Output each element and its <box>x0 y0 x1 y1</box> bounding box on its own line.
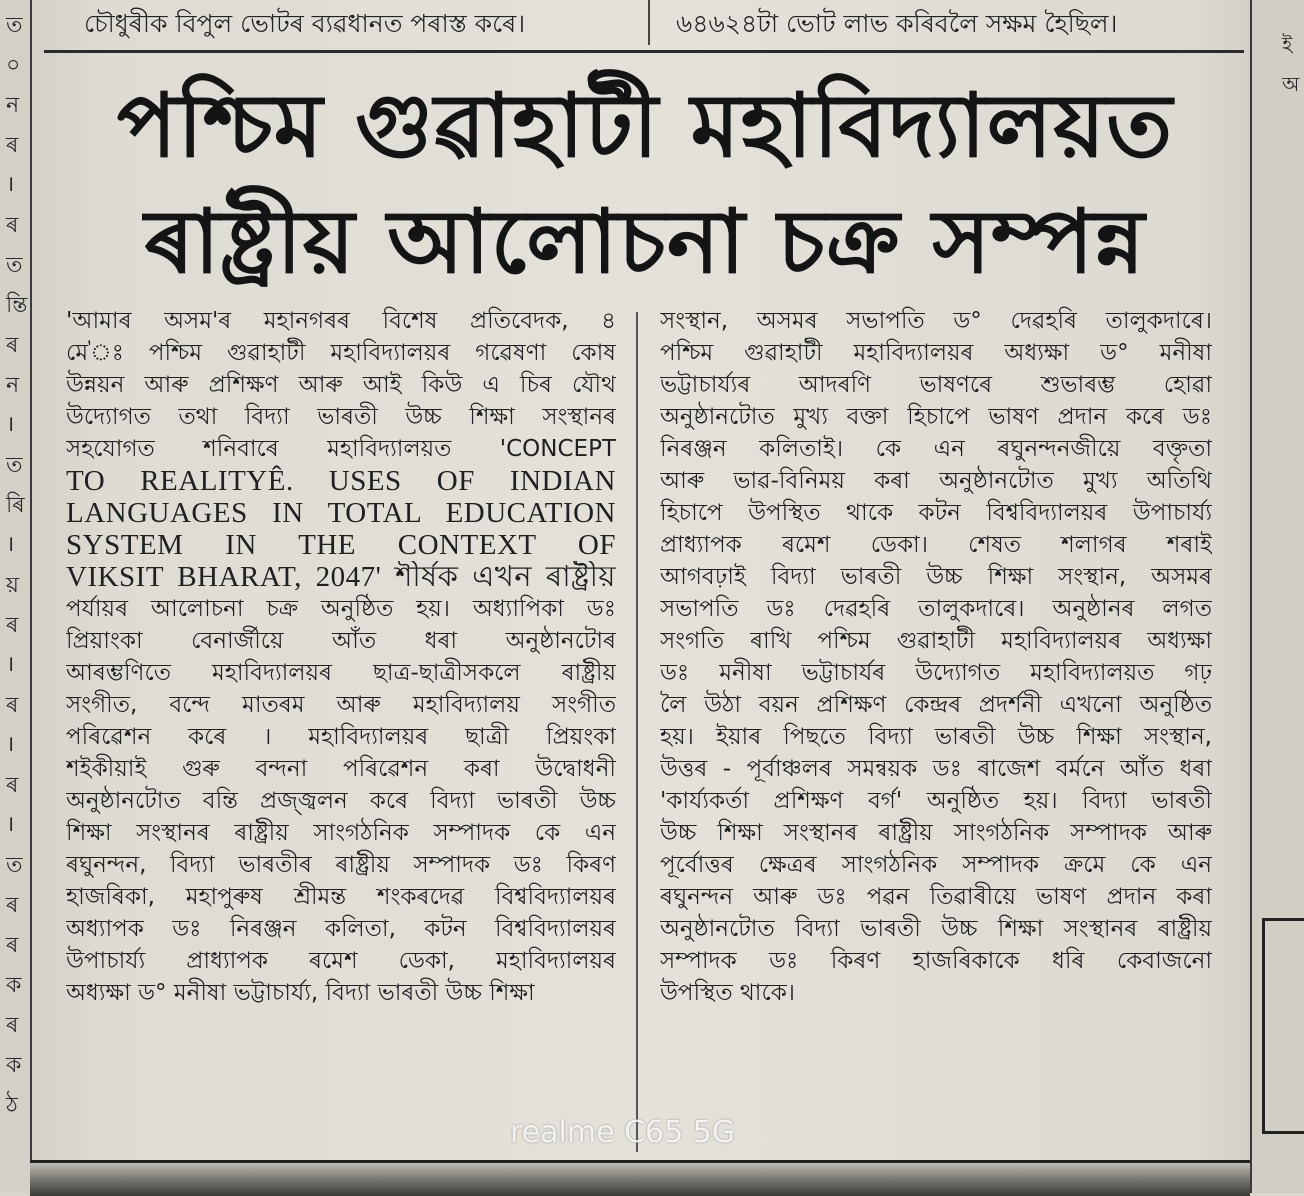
article-line: ৰঘুনন্দন, বিদ্যা ভাৰতীৰ ৰাষ্ট্ৰীয় সম্পাদক ডঃ কিৰণ <box>66 852 616 878</box>
article-line: সংস্থান, অসমৰ সভাপতি ড° দেৱহৰি তালুকদাৰে। <box>660 308 1212 334</box>
article-line: পশ্চিম গুৱাহাটী মহাবিদ্যালয়ৰ অধ্যক্ষা ড° মনীষা <box>660 340 1212 366</box>
article-line: অধ্যক্ষা ড° মনীষা ভট্টাচাৰ্য্য, বিদ্যা ভাৰতী উচ্চ শিক্ষা <box>66 980 535 1006</box>
article-line: নিৰঞ্জন কলিতাই। কে এন ৰঘুনন্দনজীয়ে বক্তৃতা <box>660 436 1212 462</box>
edge-glyph: য় <box>6 573 19 598</box>
article-line: সম্পাদক ডঃ কিৰণ হাজৰিকাকে ধৰি কেবাজনো <box>660 948 1212 974</box>
edge-glyph: ক <box>6 1053 22 1078</box>
article-line: প্ৰিয়াংকা বেনাৰ্জীয়ে আঁত ধৰা অনুষ্ঠানটোৰ <box>66 628 616 654</box>
article-line: হাজৰিকা, মহাপুৰুষ শ্ৰীমন্ত শংকৰদেৱ বিশ্ববিদ্যালয়ৰ <box>66 884 616 910</box>
edge-glyph: ৰ <box>6 133 19 158</box>
adjacent-column-left <box>0 0 32 1193</box>
edge-glyph: ত <box>6 453 23 478</box>
column-divider <box>636 312 638 1152</box>
article-line: আৰু ভাৱ-বিনিময় কৰা অনুষ্ঠানটোত মুখ্য অতিথি <box>660 468 1212 494</box>
article-line: মে'ঃ পশ্চিম গুৱাহাটী মহাবিদ্যালয়ৰ গৱেষণা কোষ <box>66 340 616 366</box>
article-line: লৈ উঠা বয়ন প্ৰশিক্ষণ কেন্দ্ৰৰ প্ৰদৰ্শনী এখনো অনুষ্ঠিত <box>660 692 1212 718</box>
edge-glyph: ই <box>1282 32 1293 56</box>
edge-glyph: । <box>6 532 15 557</box>
edge-glyph: ন <box>6 373 20 398</box>
article-line: ডঃ মনীষা ভট্টাচাৰ্যৰ উদ্যোগত মহাবিদ্যালয়ত গঢ় <box>660 660 1212 686</box>
article-line: সংগতি ৰাখি পশ্চিম গুৱাহাটী মহাবিদ্যালয়ৰ অধ্যক্ষা <box>660 628 1212 654</box>
top-snippet-right: ৬৪৬২৪টা ভোট লাভ কৰিবলৈ সক্ষম হৈছিল। <box>676 9 1118 38</box>
article-line: আগবঢ়াই বিদ্যা ভাৰতী উচ্চ শিক্ষা সংস্থান, অসমৰ <box>660 564 1212 590</box>
article-line: উপস্থিত থাকে। <box>660 980 796 1006</box>
edge-glyph: ৰ <box>6 933 19 958</box>
article-line: সভাপতি ডঃ দেৱহৰি তালুকদাৰে। অনুষ্ঠানৰ লগত <box>660 596 1212 622</box>
article-line: পৰিৱেশন কৰে । মহাবিদ্যালয়ৰ ছাত্ৰী প্ৰিয়ংকা <box>66 724 616 750</box>
article-line: অনুষ্ঠানটোত মুখ্য বক্তা হিচাপে ভাষণ প্ৰদান কৰে ডঃ <box>660 404 1212 430</box>
article-line: হিচাপে উপস্থিত থাকে কটন বিশ্ববিদ্যালয়ৰ উপাচাৰ্য্য <box>660 500 1212 526</box>
article-line: শিক্ষা সংস্থানৰ ৰাষ্ট্ৰীয় সাংগঠনিক সম্পাদক কে এন <box>66 820 616 846</box>
article-line: প্ৰাধ্যাপক ৰমেশ ডেকা। শেষত শলাগৰ শৰাই <box>660 532 1212 558</box>
article-line: ভট্টাচাৰ্য্যৰ আদৰণি ভাষণৰে শুভাৰম্ভ হোৱা <box>660 372 1212 398</box>
top-snippet-left: চৌধুৰীক বিপুল ভোটৰ ব্যৱধানত পৰাস্ত কৰে। <box>84 9 526 38</box>
adjacent-box-border <box>1262 918 1304 1134</box>
article-line: উত্তৰ - পূৰ্বাঞ্চলৰ সমন্বয়ক ডঃ ৰাজেশ বৰ্মনে আঁত ধৰা <box>660 756 1212 782</box>
article-line: LANGUAGES IN TOTAL EDUCATION <box>66 497 616 529</box>
article-line: 'আমাৰ অসম'ৰ মহানগৰৰ বিশেষ প্ৰতিবেদক, ৪ <box>66 308 616 334</box>
edge-glyph: ক <box>6 973 22 998</box>
edge-glyph: । <box>6 412 15 437</box>
edge-glyph: অ <box>1282 72 1300 96</box>
article-line: উচ্চ শিক্ষা সংস্থানৰ ৰাষ্ট্ৰীয় সাংগঠনিক সম্পাদক আৰু <box>660 820 1212 846</box>
article-line: অনুষ্ঠানটোত বন্তি প্ৰজ্জ্বলন কৰে বিদ্যা ভাৰতী উচ্চ <box>66 788 616 814</box>
bottom-edge <box>30 1160 1250 1196</box>
edge-glyph: । <box>6 172 15 197</box>
edge-glyph: ৰ <box>6 613 19 638</box>
top-rule <box>44 50 1244 53</box>
article-line: পূৰ্বোত্তৰ ক্ষেত্ৰৰ সাংগঠনিক সম্পাদক ক্ৰমে কে এন <box>660 852 1212 878</box>
edge-glyph: ৰ <box>6 773 19 798</box>
article-column-left <box>66 305 616 1009</box>
article-line: উদ্যোগত তথা বিদ্যা ভাৰতী উচ্চ শিক্ষা সংস্থানৰ <box>66 404 616 430</box>
edge-glyph: ত <box>6 853 23 878</box>
article-line: ৰঘুনন্দন আৰু ডঃ পৱন তিৱাৰীয়ে ভাষণ প্ৰদান কৰা <box>660 884 1212 910</box>
article-line: উপাচাৰ্য্য প্ৰাধ্যাপক ৰমেশ ডেকা, মহাবিদ্যালয়ৰ <box>66 948 616 974</box>
headline-line-2: ৰাষ্ট্ৰীয় আলোচনা চক্ৰ সম্পন্ন <box>144 190 1146 293</box>
camera-watermark: realme C65 5G <box>510 1115 736 1150</box>
article-line: TO REALITYÊ. USES OF INDIAN <box>66 465 616 497</box>
article-line: হয়। ইয়াৰ পিছতে বিদ্যা ভাৰতী উচ্চ শিক্ষা সংস্থান, <box>660 724 1212 750</box>
edge-glyph: ত <box>6 253 23 278</box>
edge-glyph: । <box>6 812 15 837</box>
edge-glyph: ন <box>6 93 20 118</box>
headline-line-1: পশ্চিম গুৱাহাটী মহাবিদ্যালয়ত <box>116 74 1174 177</box>
article-line: VIKSIT BHARAT, 2047' শীৰ্ষক এখন ৰাষ্ট্ৰীয় <box>66 561 616 593</box>
edge-glyph: । <box>6 652 15 677</box>
edge-glyph: ঠ <box>6 1093 18 1118</box>
edge-glyph: ত <box>6 13 23 38</box>
edge-glyph: ৰি <box>6 493 25 518</box>
top-column-divider <box>648 0 650 45</box>
article-line: শইকীয়াই গুৰু বন্দনা পৰিৱেশন কৰা উদ্বোধনী <box>66 756 616 782</box>
edge-glyph: ৰ <box>6 333 19 358</box>
article-line: অনুষ্ঠানটোত বিদ্যা ভাৰতী উচ্চ শিক্ষা সংস্থানৰ ৰাষ্ট্ৰীয় <box>660 916 1212 942</box>
article-line: পৰ্যায়ৰ আলোচনা চক্ৰ অনুষ্ঠিত হয়। অধ্যাপিকা ডঃ <box>66 596 616 622</box>
edge-glyph: ন্তি <box>6 293 28 318</box>
article-line: সংগীত, বন্দে মাতৰম আৰু মহাবিদ্যালয় সংগীত <box>66 692 616 718</box>
edge-glyph: ৰ <box>6 893 19 918</box>
article-line: আৰম্ভণিতে মহাবিদ্যালয়ৰ ছাত্ৰ-ছাত্ৰীসকলে ৰাষ্ট্ৰীয় <box>66 660 616 686</box>
article-line: 'কাৰ্য্যকৰ্তা প্ৰশিক্ষণ বৰ্গ' অনুষ্ঠিত হয়। বিদ্যা ভাৰতী <box>660 788 1212 814</box>
edge-glyph: ০ <box>6 53 21 78</box>
article-column-right <box>660 305 1212 1009</box>
article-line: সহযোগত শনিবাৰে মহাবিদ্যালয়ত 'CONCEPT <box>66 436 616 462</box>
article-line: অধ্যাপক ডঃ নিৰঞ্জন কলিতা, কটন বিশ্ববিদ্যালয়ৰ <box>66 916 616 942</box>
article-line: SYSTEM IN THE CONTEXT OF <box>66 529 616 561</box>
edge-glyph: । <box>6 732 15 757</box>
edge-glyph: ৰ <box>6 693 19 718</box>
article-line: উন্নয়ন আৰু প্ৰশিক্ষণ আৰু আই কিউ এ চিৰ যৌথ <box>66 372 616 398</box>
edge-glyph: ৰ <box>6 213 19 238</box>
edge-glyph: ৰ <box>6 1013 19 1038</box>
